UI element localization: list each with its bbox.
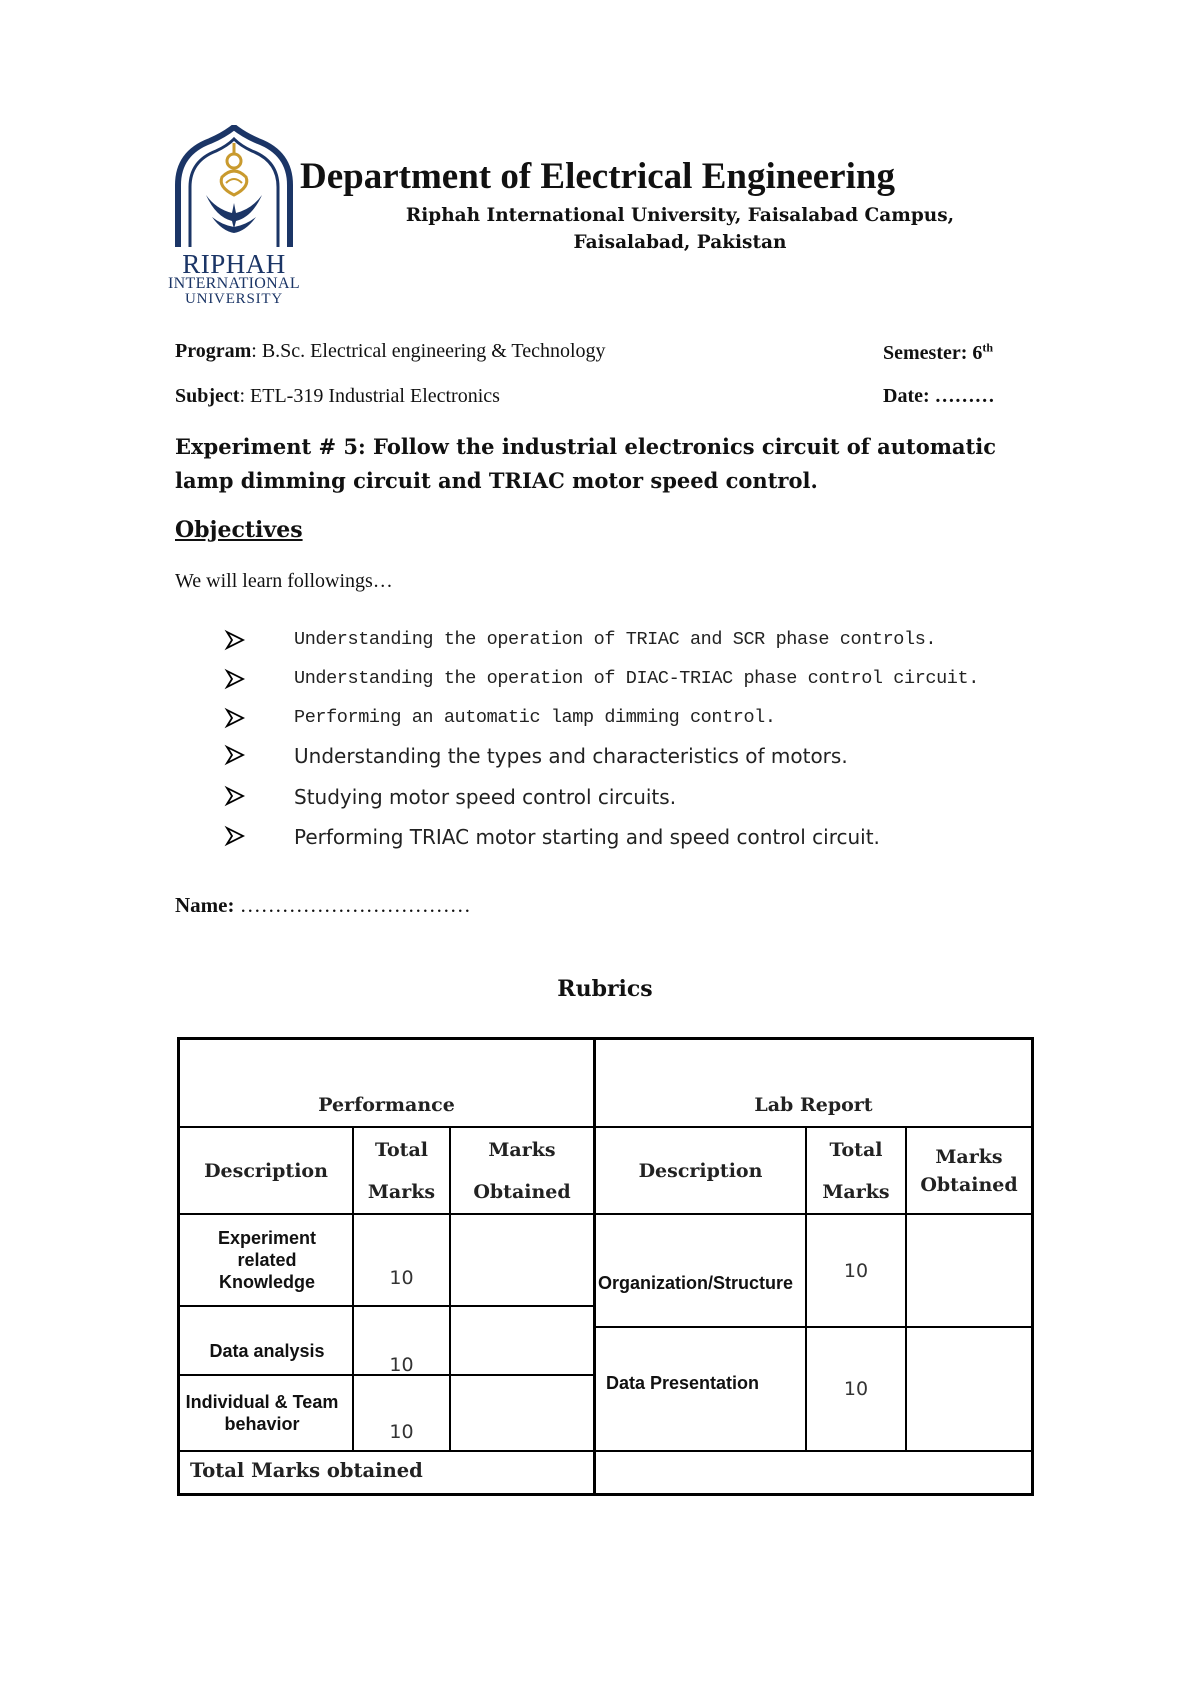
lab-description-header: Description [638,1159,763,1182]
objective-text: Understanding the operation of TRIAC and SCR phase controls. [294,629,937,650]
performance-row-obtained [451,1215,593,1305]
arrowhead-bullet-icon [224,825,246,847]
logo-emblem-icon [160,125,308,250]
logo-text-university: UNIVERSITY [185,291,283,307]
lab-row-description: Organization/Structure [598,1272,794,1293]
address-line-2: Faisalabad, Pakistan [573,232,787,253]
logo-text-riphah: RIPHAH [182,249,286,279]
table-border [1031,1037,1034,1496]
objective-text: Performing an automatic lamp dimming control. [294,707,776,728]
experiment-heading: Experiment # 5: Follow the industrial electronics circuit of automatic lamp dimming circuit and TRIAC motor speed control. [175,434,996,493]
performance-row-total: 10 [389,1266,414,1289]
name-blank: …………………………… [234,893,471,917]
lab-total-marks-header [807,1128,905,1213]
total-marks-label: Total Marks obtained [190,1458,423,1482]
program-label: Program [175,340,252,362]
performance-row-obtained [451,1376,593,1450]
arrowhead-bullet-icon [224,629,246,651]
table-border [177,1037,1034,1040]
arrowhead-bullet-icon [224,785,246,807]
header-line: Total [375,1138,428,1161]
performance-description-header: Description [204,1159,328,1182]
performance-marks-obtained-header [451,1128,593,1213]
program-field [175,340,606,363]
lab-row-total: 10 [843,1259,869,1282]
subject-label: Subject [175,385,240,407]
performance-row-description: Experiment related Knowledge [217,1228,317,1292]
semester-field [883,340,993,365]
header-line: Obtained [473,1180,571,1203]
performance-row-total: 10 [389,1421,414,1443]
performance-row-obtained [451,1307,593,1374]
header-line: Obtained [920,1173,1018,1196]
lab-row-obtained [907,1215,1031,1326]
subject-field [175,385,500,408]
header-line: Marks [488,1138,556,1161]
department-title: Department of Electrical Engineering [300,156,895,197]
header-line: Marks [367,1180,436,1203]
performance-row-total: 10 [389,1354,414,1376]
arrowhead-bullet-icon [224,744,246,766]
logo-text-international: INTERNATIONAL [168,275,300,292]
objectives-heading: Objectives [175,517,303,543]
program-value: : B.Sc. Electrical engineering & Technology [251,340,606,362]
header-line: Total [829,1138,883,1161]
objective-text: Understanding the operation of DIAC-TRIAC phase control circuit. [294,668,979,689]
objective-text: Understanding the types and characteristics of motors. [294,744,848,768]
objectives-intro: We will learn followings… [175,570,393,592]
name-label: Name: [175,893,235,917]
lab-row-description: Data Presentation [606,1373,760,1393]
address-line-1: Riphah International University, Faisalabad Campus, [405,205,955,226]
performance-row-description: Data analysis [209,1341,325,1361]
table-border [177,1493,1034,1496]
lab-row-total: 10 [843,1378,869,1400]
rubrics-title: Rubrics [557,976,653,1002]
date-label: Date: ……… [883,385,995,407]
performance-header: Performance [318,1094,455,1116]
university-logo [160,125,308,305]
arrowhead-bullet-icon [224,668,246,690]
total-marks-value [596,1452,1031,1493]
semester-label: Semester: 6 [883,341,983,364]
performance-total-marks-header [354,1128,449,1213]
performance-row-description: Individual & Team behavior [185,1392,339,1434]
objective-text: Studying motor speed control circuits. [294,785,677,809]
lab-marks-obtained-header [907,1128,1031,1213]
lab-report-header: Lab Report [754,1094,873,1116]
objective-text: Performing TRIAC motor starting and speed control circuit. [294,825,880,849]
header-line: Marks [822,1180,890,1203]
date-field [883,385,995,408]
header-line: Marks [935,1145,1003,1168]
semester-superscript: th [982,340,994,354]
subject-value: : ETL-319 Industrial Electronics [239,385,500,407]
university-address [300,202,1060,256]
student-name-field [175,893,471,918]
arrowhead-bullet-icon [224,707,246,729]
lab-row-obtained [907,1328,1031,1450]
